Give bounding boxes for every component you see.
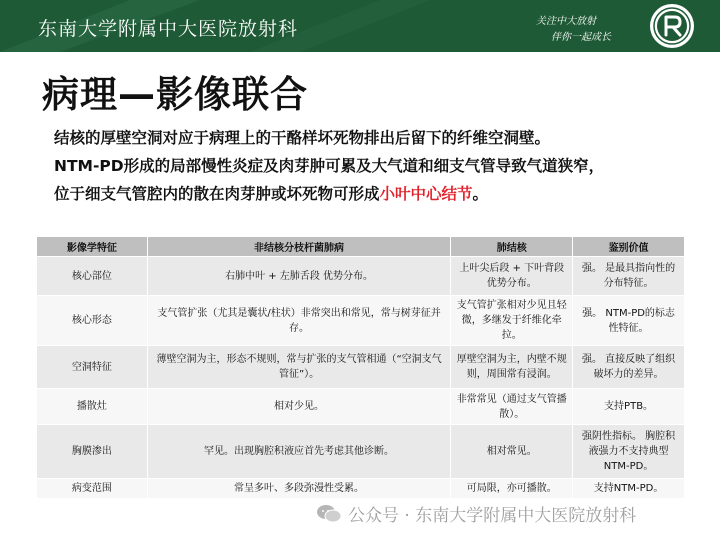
cell-tb: 非常常见（通过支气管播散）。: [451, 389, 573, 425]
slogan-line1: 关注中大放射: [536, 16, 596, 27]
cell-value: 强。 NTM-PD的标志性特征。: [573, 296, 685, 346]
intro-line-2: NTM-PD形成的局部慢性炎症及肉芽肿可累及大气道和细支气管导致气道狭窄，: [54, 157, 605, 175]
col-header-tb: 肺结核: [451, 237, 573, 257]
intro-highlight: 小叶中心结节: [379, 185, 473, 203]
cell-value: 强。 直接反映了组织破坏力的差异。: [573, 346, 685, 389]
cell-ntm: 相对少见。: [147, 389, 450, 425]
table-row: [37, 257, 685, 296]
cell-feature: 播散灶: [37, 389, 148, 425]
col-header-value: 鉴别价值: [573, 237, 685, 257]
cell-value: 支持PTB。: [573, 389, 685, 425]
watermark: [316, 501, 636, 526]
cell-feature: 病变范围: [37, 479, 148, 499]
cell-ntm: 薄壁空洞为主，形态不规则，常与扩张的支气管相通（“空洞支气管征”）。: [147, 346, 450, 389]
cell-tb: 可局限，亦可播散。: [451, 479, 573, 499]
table-row: [37, 389, 685, 425]
cell-ntm: 右肺中叶 + 左肺舌段 优势分布。: [147, 257, 450, 296]
intro-line-3: [54, 180, 694, 208]
cell-tb: 支气管扩张相对少见且轻微，多继发于纤维化牵拉。: [451, 296, 573, 346]
cell-feature: 胸膜渗出: [37, 425, 148, 479]
watermark-text: 公众号 · 东南大学附属中大医院放射科: [348, 506, 637, 526]
cell-feature: 空洞特征: [37, 346, 148, 389]
cell-value: 支持NTM-PD。: [573, 479, 685, 499]
intro-line-3-end: 。: [472, 185, 489, 203]
cell-tb: 厚壁空洞为主，内壁不规则，周围常有浸润。: [451, 346, 573, 389]
cell-ntm: 罕见。出现胸腔积液应首先考虑其他诊断。: [147, 425, 450, 479]
comparison-table: [36, 236, 685, 499]
col-header-ntm: 非结核分枝杆菌肺病: [147, 237, 450, 257]
slide-title: 病理—影像联合: [42, 73, 308, 116]
cell-ntm: 支气管扩张（尤其是囊状/柱状）非常突出和常见，常与树芽征并存。: [147, 296, 450, 346]
intro-line-3-text: 位于细支气管腔内的散在肉芽肿或坏死物可形成: [54, 185, 380, 203]
slogan-line2: 伴你一起成长: [551, 32, 611, 43]
table-row: [37, 346, 685, 389]
table-row: [37, 479, 685, 499]
hospital-logo-icon: [649, 3, 695, 49]
cell-value: 强阴性指标。 胸腔积液强力不支持典型NTM-PD。: [573, 425, 685, 479]
intro-line-1: 结核的厚壁空洞对应于病理上的干酪样坏死物排出后留下的纤维空洞壁。: [54, 129, 551, 147]
col-header-feature: 影像学特征: [37, 237, 148, 257]
cell-value: 强。 是最具指向性的分布特征。: [573, 257, 685, 296]
cell-ntm: 常呈多叶、多段弥漫性受累。: [147, 479, 450, 499]
cell-tb: 相对常见。: [451, 425, 573, 479]
intro-text: [54, 124, 694, 208]
org-title: 东南大学附属中大医院放射科: [38, 18, 299, 40]
header-bar: [0, 0, 720, 52]
table-row: [37, 425, 685, 479]
wechat-icon: [316, 504, 342, 524]
cell-feature: 核心形态: [37, 296, 148, 346]
cell-feature: 核心部位: [37, 257, 148, 296]
cell-tb: 上叶尖后段 + 下叶背段 优势分布。: [451, 257, 573, 296]
table-row: [37, 296, 685, 346]
